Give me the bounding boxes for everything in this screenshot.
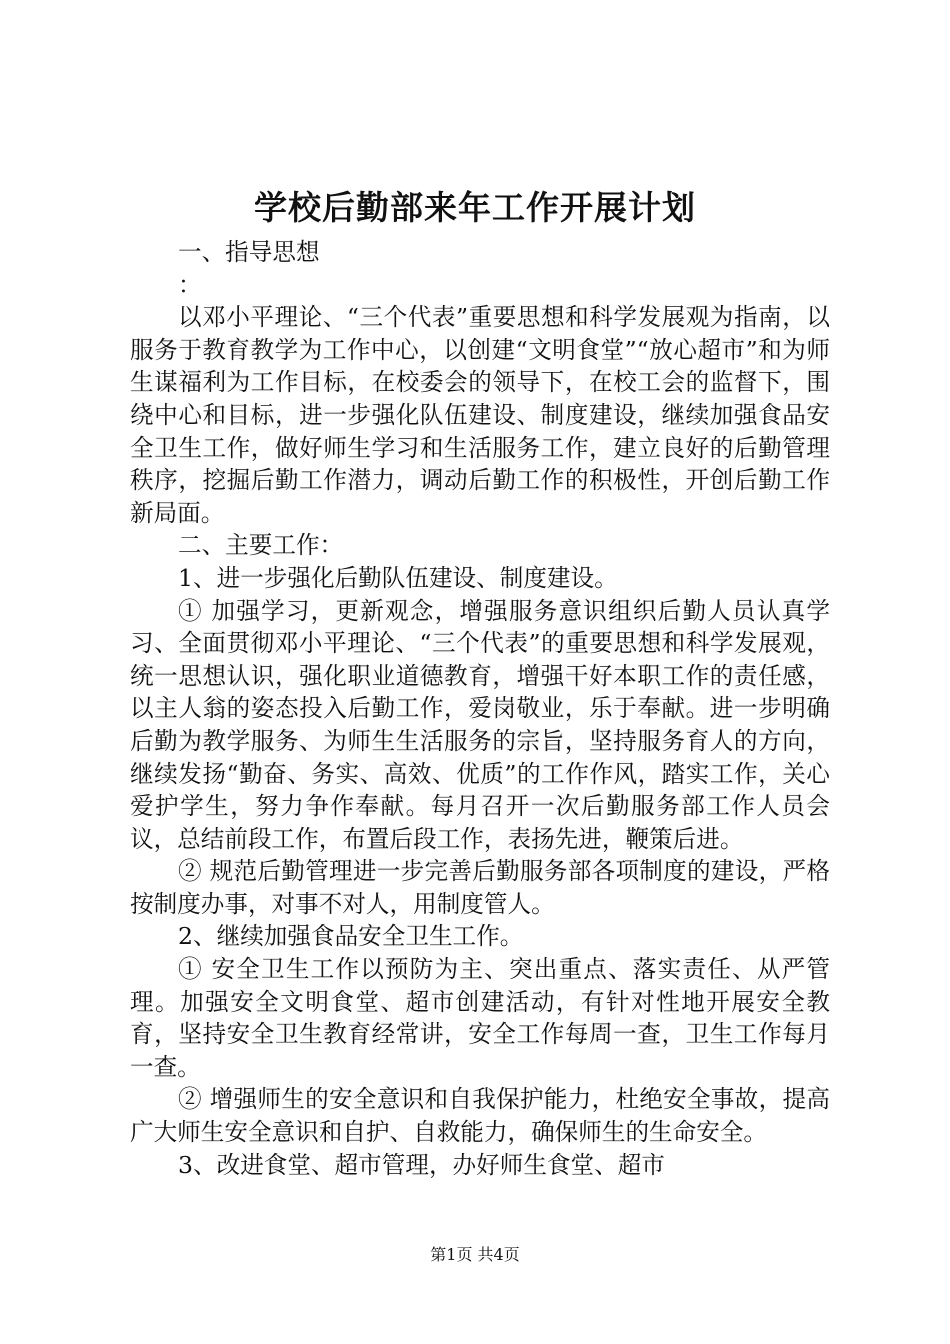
document-body xyxy=(130,236,830,1181)
item-1-heading: 1、进一步强化后勤队伍建设、制度建设。 xyxy=(178,563,618,592)
section-heading-main-work: 二、主要工作： xyxy=(178,531,344,560)
paragraph-guiding-thought: 以邓小平理论、“三个代表”重要思想和科学发展观为指南，以服务于教育教学为工作中心，以创建“文明食堂”“放心超市”和为师生谋福利为工作目标，在校委会的领导下，在校工会的监督下，围绕中心和目标，进一步强化队伍建设、制度建设，继续加强食品安全卫生工作，做好师生学习和生活服务工作，建立良好的后勤管理秩序，挖掘后勤工作潜力，调动后勤工作的积极性，开创后勤工作新局面。 xyxy=(130,303,830,527)
item-1-point-2: ② 规范后勤管理进一步完善后勤服务部各项制度的建设，严格按制度办事，对事不对人，用制度管人。 xyxy=(130,857,830,918)
item-2-point-1: ① 安全卫生工作以预防为主、突出重点、落实责任、从严管理。加强安全文明食堂、超市创建活动，有针对性地开展安全教育，坚持安全卫生教育经常讲，安全工作每周一查，卫生工作每月一查。 xyxy=(130,955,830,1081)
colon-line: ： xyxy=(178,270,202,299)
document-title: 学校后勤部来年工作开展计划 xyxy=(254,188,696,227)
item-2-heading: 2、继续加强食品安全卫生工作。 xyxy=(178,922,524,951)
page-footer: 第1页 共4页 xyxy=(430,1245,520,1264)
item-3-heading: 3、改进食堂、超市管理，办好师生食堂、超市 xyxy=(178,1150,665,1179)
section-heading-guiding-thought: 一、指导思想 xyxy=(178,238,320,266)
item-2-point-2: ② 增强师生的安全意识和自我保护能力，杜绝安全事故，提高广大师生安全意识和自护、自救能力，确保师生的生命安全。 xyxy=(130,1085,830,1147)
item-1-point-1: ① 加强学习，更新观念，增强服务意识组织后勤人员认真学习、全面贯彻邓小平理论、“三个代表”的重要思想和科学发展观，统一思想认识，强化职业道德教育，增强干好本职工作的责任感，以主人翁的姿态投入后勤工作，爱岗敬业，乐于奉献。进一步明确后勤为教学服务、为师生生活服务的宗旨，坚持服务育人的方向，继续发扬“勤奋、务实、高效、优质”的工作作风，踏实工作，关心爱护学生，努力争作奉献。每月召开一次后勤服务部工作人员会议，总结前段工作，布置后段工作，表扬先进，鞭策后进。 xyxy=(130,596,830,853)
